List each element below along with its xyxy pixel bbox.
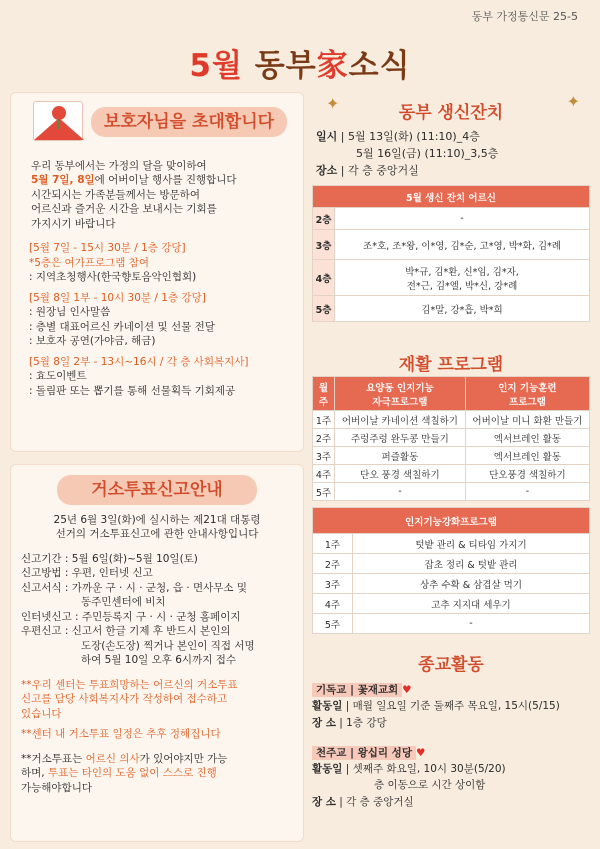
week-cell: 4주 (313, 594, 353, 614)
party-popper-icon: ✦ (326, 94, 340, 113)
program-a-cell: 어버이날 카네이션 색칠하기 (335, 411, 466, 429)
place-label: 장소 (316, 164, 338, 178)
activity-day-label: 활동일 (312, 763, 343, 776)
place: 각 층 중앙거실 (347, 164, 419, 178)
program-cell: 텃밭 관리 & 티타임 가지기 (353, 534, 590, 554)
col-b (465, 377, 589, 411)
vote-intro: 선거의 거소투표신고에 관한 안내사항입니다 (55, 528, 259, 541)
heart-icon: ♥ (415, 746, 426, 759)
program-a-cell: 주렁주렁 완두콩 만들기 (335, 429, 466, 447)
schedule-item: : 지역초청행사(한국향토음악인협회) (29, 271, 197, 284)
catholic-category: 천주교 (316, 746, 347, 759)
birthday-heading: 동부 생신잔치 (398, 103, 504, 123)
vote-final: 가 있어야지만 가능 (139, 752, 228, 765)
program-b-cell: 엑서브레인 활동 (465, 447, 589, 465)
floor-cell: 5층 (313, 296, 335, 322)
col-week: 월주 (313, 377, 335, 411)
names-line: 전*근, 김*엘, 박*신, 강*례 (406, 280, 518, 292)
page-title (0, 40, 600, 85)
week-cell: 4주 (313, 465, 335, 483)
floor-cell: 2층 (313, 208, 335, 230)
heart-icon: ♥ (402, 684, 412, 696)
names-line: 박*규, 김*환, 신*임, 김*자, (405, 266, 519, 278)
program-b-cell: - (465, 483, 589, 501)
col-b-line: 인지 기능훈련 (498, 382, 557, 394)
vote-item: 하여 5월 10일 오후 6시까지 접수 (81, 654, 236, 667)
place-label: 장 소 (312, 795, 336, 808)
program-b-cell: 어버이날 미니 화환 만들기 (465, 411, 589, 429)
col-a-line: 자극프로그램 (372, 396, 428, 408)
schedule-2-title: [5월 8일 1부 - 10시 30분 / 1층 강당] (29, 291, 206, 304)
catholic-tag: 천주교 | 왕십리 성당 (312, 746, 416, 760)
invite-heading: 보호자님을 초대합니다 (103, 112, 275, 132)
week-cell: 3주 (313, 447, 335, 465)
program-cell: - (353, 614, 590, 634)
col-b-line: 프로그램 (509, 396, 546, 408)
title-month: 5월 (189, 48, 243, 84)
schedule-3-title: [5월 8일 2부 - 13시~16시 / 각 층 사회복지사] (29, 355, 249, 368)
week-cell: 2주 (313, 554, 353, 574)
intro-line: 에 어버이날 행사를 진행합니다 (94, 174, 237, 187)
vote-final-emphasis: 어르신 의사 (85, 752, 140, 765)
program-b-cell: 단오풍경 색칠하기 (465, 465, 589, 483)
rehab-section (312, 346, 590, 634)
intro-line: 우리 동부에서는 가정의 달을 맞이하여 (31, 160, 207, 172)
vote-final: 하며, (21, 767, 48, 780)
week-cell: 1주 (313, 411, 335, 429)
col-a-line: 요양동 인지기능 (366, 382, 434, 394)
church-name: 꽃재교회 (357, 684, 399, 696)
vote-item: 신고기간 : 5월 6일(화)~5월 10일(토) (21, 552, 198, 565)
invite-section (10, 92, 304, 452)
birthday-table (312, 185, 590, 322)
vote-section (10, 464, 304, 842)
schedule-1-title: [5월 7일 - 15시 30분 / 1층 강당] (29, 242, 186, 255)
activity-day-label: 활동일 (312, 700, 343, 713)
week-cell: 5주 (313, 483, 335, 501)
names-cell: 조*호, 조*왕, 이*영, 김*순, 고*영, 박*화, 김*례 (335, 230, 590, 260)
program-a-cell: 단오 풍경 색칠하기 (335, 465, 466, 483)
vote-final-emphasis: 투표는 타인의 도움 없이 스스로 진행 (47, 767, 217, 780)
place: 각 층 중앙거실 (346, 795, 414, 808)
title-tail: 소식 (348, 48, 411, 84)
date-2: 5월 16일(금) (11:10)_3,5층 (356, 147, 499, 161)
intro-line: 시간되시는 가족분들께서는 방문하여 (31, 188, 200, 201)
title-hanja: 家 (316, 48, 349, 84)
program-a-cell: - (335, 483, 466, 501)
birthday-table-title: 5월 생신 잔치 어르신 (313, 186, 590, 208)
date-label: 일시 (316, 130, 338, 143)
intro-line: 어르신과 즐거운 시간을 보내시는 기회를 (31, 203, 217, 216)
vote-note: **센터 내 거소투표 일정은 추후 정해집니다 (21, 728, 221, 741)
vote-item: 인터넷신고 : 주민등록지 구 · 시 · 군청 홈페이지 (21, 610, 241, 623)
rehab-heading: 재활 프로그램 (398, 355, 504, 375)
week-cell: 3주 (313, 574, 353, 594)
religion-heading: 종교활동 (418, 655, 484, 675)
vote-heading: 거소투표신고안내 (91, 480, 223, 500)
week-cell: 1주 (313, 534, 353, 554)
church-tag: 기독교 | 꽃재교회 (312, 683, 402, 697)
program-a-cell: 퍼즐활동 (335, 447, 466, 465)
schedule-1-note: *5층은 여가프로그램 참여 (29, 256, 150, 269)
vote-final: **거소투표는 (21, 752, 86, 765)
week-cell: 5주 (313, 614, 353, 634)
schedule-item: : 원장님 인사말씀 (29, 306, 111, 319)
intro-dates: 5월 7일, 8일 (31, 174, 95, 187)
names-cell: 김*말, 강*흡, 박*희 (335, 296, 590, 322)
cognitive-table-title: 인지기능강화프로그램 (313, 508, 590, 534)
activity-day-note: 층 이동으로 시간 상이함 (374, 779, 486, 792)
vote-item: 신고서식 : 가까운 구 · 시 · 군청, 읍 · 면사무소 및 (21, 581, 248, 594)
vote-item: 신고방법 : 우편, 인터넷 신고 (21, 567, 153, 580)
envelope-icon (33, 101, 83, 141)
names-cell (335, 260, 590, 296)
cognitive-table (312, 507, 590, 634)
program-cell: 상추 수확 & 삼겹살 먹기 (353, 574, 590, 594)
place: 1층 강당 (346, 716, 387, 729)
col-a (335, 377, 466, 411)
church-category: 기독교 (316, 684, 347, 696)
week-cell: 2주 (313, 429, 335, 447)
intro-line: 가지시기 바랍니다 (31, 217, 116, 230)
program-cell: 고추 지지대 세우기 (353, 594, 590, 614)
birthday-section: ✦ 동부 생신잔치 ✦ 일시 | 5월 13일(화) (11:10)_4층 5월 16일(금) (11:10)_3,5층 장소 | 각 층 중앙거실 5월 생신 잔치 어르신 2층 - 3층 조*호, 조*왕, 이*영, 김*순, 고*영, 박*화, 김*례 4층 박*규, 김*환, 신*임, 김*자, 전*근, 김*엘, 박*신, 강*례 5층 김*말, 강*흡, 박*희 (312, 92, 590, 322)
activity-day: 매월 일요일 기준 둘째주 목요일, 15시(5/15) (352, 700, 560, 713)
issue-number: 동부 가정통신문 25-5 (471, 10, 578, 23)
vote-note: 신고를 담당 사회복지사가 작성하여 접수하고 (21, 693, 228, 706)
floor-cell: 3층 (313, 230, 335, 260)
vote-item: 우편신고 : 신고서 한글 기제 후 반드시 본인의 (21, 625, 231, 638)
schedule-item: : 돌림판 또는 뽑기를 통해 선물획득 기회제공 (29, 384, 236, 397)
religion-section: 종교활동 기독교 | 꽃재교회 ♥ 활동일 | 매월 일요일 기준 둘째주 목요일, 15시(5/15) 장 소 | 1층 강당 천주교 | 왕십리 성당 ♥ 활동일 | 셋째주 화요일, 10시 30분(5/20) 층 이동으로 시간 상이함 장 소 | 각 층 중앙거실 (312, 652, 590, 810)
rehab-table (312, 376, 590, 501)
schedule-item: : 보호자 공연(가야금, 해금) (29, 335, 156, 348)
place-label: 장 소 (312, 716, 336, 729)
vote-intro: 25년 6월 3일(화)에 실시하는 제21대 대통령 (53, 514, 261, 526)
vote-note: **우리 센터는 투표희망하는 어르신의 거소투표 (21, 678, 238, 691)
floor-cell: 4층 (313, 260, 335, 296)
vote-item: 도장(손도장) 찍거나 본인이 직접 서명 (81, 639, 255, 652)
vote-note: 있습니다 (21, 707, 62, 720)
schedule-item: : 층별 대표어르신 카네이션 및 선물 전달 (29, 320, 215, 333)
catholic-name: 왕십리 성당 (357, 746, 412, 759)
activity-day: 셋째주 화요일, 10시 30분(5/20) (352, 763, 506, 776)
vote-item: 동주민센터에 비치 (81, 596, 166, 609)
program-cell: 잡초 정리 & 텃밭 관리 (353, 554, 590, 574)
program-b-cell: 엑서브레인 활동 (465, 429, 589, 447)
date-1: 5월 13일(화) (11:10)_4층 (347, 130, 480, 143)
vote-final: 가능해야합니다 (21, 781, 93, 794)
names-cell: - (335, 208, 590, 230)
party-popper-icon: ✦ (566, 92, 580, 111)
title-name: 동부 (254, 48, 317, 84)
schedule-item: : 효도이벤트 (29, 370, 87, 383)
